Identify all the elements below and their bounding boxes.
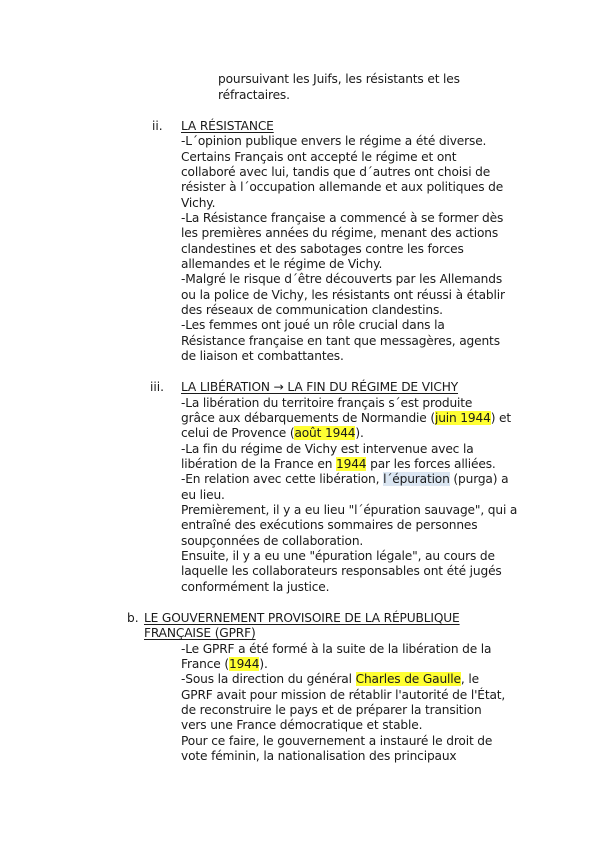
text-line: libération de la France en 1944 par les forces alliées.: [181, 457, 496, 471]
text-line: de liaison et combattantes.: [181, 349, 344, 363]
text-line: des réseaux de communication clandestins.: [181, 303, 443, 317]
text-line: vers une France démocratique et stable.: [181, 718, 423, 732]
list-marker: ii.: [152, 119, 163, 133]
highlight: juin 1944: [434, 411, 491, 425]
text-line: Ensuite, il y a eu une "épuration légale", au cours de: [181, 549, 495, 563]
text-line: France (1944).: [181, 657, 268, 671]
text-line: eu lieu.: [181, 488, 225, 502]
text-line: Pour ce faire, le gouvernement a instauré le droit de: [181, 734, 493, 748]
text-line: -Le GPRF a été formé à la suite de la libération de la: [181, 642, 492, 656]
list-marker: b.: [127, 611, 139, 625]
text-line: -En relation avec cette libération, l´épuration (purga) a: [181, 472, 509, 486]
text-line: soupçonnées de collaboration.: [181, 534, 364, 548]
text-line: grâce aux débarquements de Normandie (juin 1944) et: [181, 411, 512, 425]
text-line: -La fin du régime de Vichy est intervenue avec la: [181, 442, 474, 456]
selected-text: l´épuration: [383, 472, 450, 486]
text-line: de reconstruire le pays et de préparer la transition: [181, 703, 482, 717]
text-line: poursuivant les Juifs, les résistants et les: [218, 72, 460, 86]
text-line: -La libération du territoire français s´est produite: [181, 396, 473, 410]
text-line: Vichy.: [181, 196, 216, 210]
text-line: celui de Provence (août 1944).: [181, 426, 364, 440]
text-line: GPRF avait pour mission de rétablir l'autorité de l'État,: [181, 688, 506, 702]
text-line: résister à l´occupation allemande et aux politiques de: [181, 180, 504, 194]
text-line: allemandes et le régime de Vichy.: [181, 257, 383, 271]
text-line: ou la police de Vichy, les résistants ont réussi à établir: [181, 288, 505, 302]
text-line: -Sous la direction du général Charles de Gaulle, le: [181, 672, 479, 686]
highlight: Charles de Gaulle: [355, 672, 461, 686]
list-marker: iii.: [150, 380, 165, 394]
text-line: -Les femmes ont joué un rôle crucial dans la: [181, 318, 445, 332]
section-heading: LA LIBÉRATION → LA FIN DU RÉGIME DE VICHY: [181, 380, 459, 394]
text-line: -Malgré le risque d´être découverts par les Allemands: [181, 272, 503, 286]
highlight: 1944: [228, 657, 260, 671]
text-line: conformément la justice.: [181, 580, 330, 594]
highlight: 1944: [336, 457, 367, 471]
text-line: les premières années du régime, menant des actions: [181, 226, 499, 240]
text-line: Premièrement, il y a eu lieu "l´épuration sauvage", qui a: [181, 503, 518, 517]
text-line: vote féminin, la nationalisation des principaux: [181, 749, 457, 763]
section-heading: LE GOUVERNEMENT PROVISOIRE DE LA RÉPUBLIQUE: [144, 611, 460, 625]
section-heading: LA RÉSISTANCE: [181, 119, 274, 133]
text-line: clandestines et des sabotages contre les forces: [181, 242, 464, 256]
text-line: collaboré avec lui, tandis que d´autres ont choisi de: [181, 165, 491, 179]
highlight: août 1944: [294, 426, 356, 440]
text-line: laquelle les collaborateurs responsables ont été jugés: [181, 564, 502, 578]
text-line: Certains Français ont accepté le régime et ont: [181, 150, 457, 164]
text-line: -L´opinion publique envers le régime a été diverse.: [181, 134, 487, 148]
text-line: réfractaires.: [218, 88, 290, 102]
text-line: -La Résistance française a commencé à se former dès: [181, 211, 504, 225]
section-heading: FRANÇAISE (GPRF): [144, 626, 256, 640]
text-line: entraîné des exécutions sommaires de personnes: [181, 518, 478, 532]
text-line: Résistance française en tant que messagères, agents: [181, 334, 500, 348]
